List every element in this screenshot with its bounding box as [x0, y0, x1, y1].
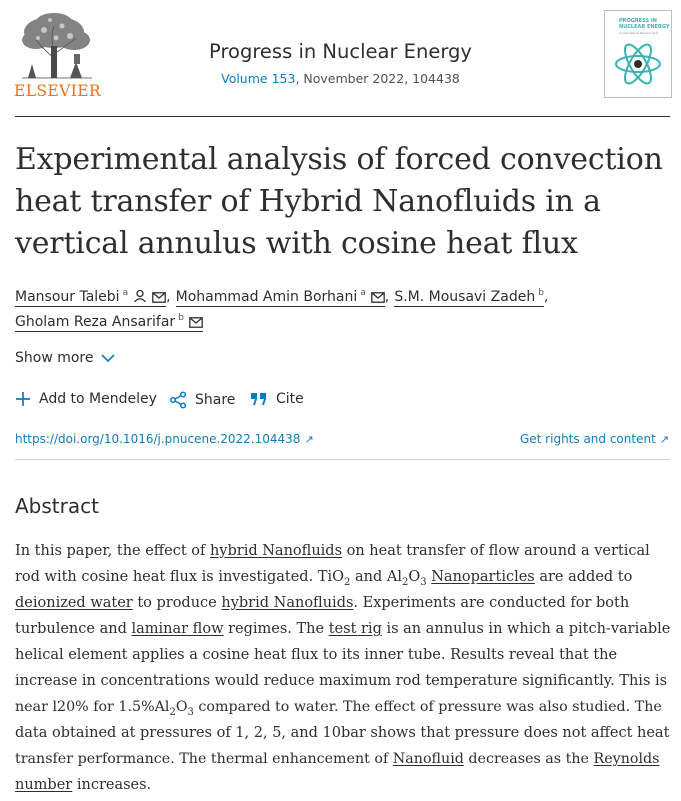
email-icon — [371, 291, 385, 307]
share-icon — [169, 391, 187, 409]
atom-icon — [613, 39, 663, 89]
abstract-line: deionized water to produce hybrid Nanofluids. Experiments are conducted for both — [15, 595, 630, 611]
term-link[interactable]: hybrid Nanofluids — [209, 543, 343, 559]
volume-link[interactable]: Volume 153 — [221, 71, 296, 86]
term-link[interactable]: number — [15, 777, 73, 793]
author-link[interactable]: Mohammad Amin Borhani $^a$ — [176, 289, 385, 307]
term-link[interactable]: deionized water — [15, 595, 133, 611]
abstract-line: increase in concentrations would reduce maximum rod temperature significantly. This is — [15, 673, 668, 689]
external-link-icon: ↗ — [659, 433, 669, 446]
quote-icon — [250, 392, 268, 406]
abstract-line: rod with cosine heat flux is investigated. TiO$_2$ and $Al_2O_3$ Nanoparticles are added to — [15, 569, 633, 588]
term-link[interactable]: Nanoparticles — [431, 569, 535, 585]
issue-date: , November 2022, 104438 — [295, 71, 460, 86]
author-link[interactable]: S.M. Mousavi Zadeh $^b$ — [394, 288, 544, 305]
share-button[interactable]: Share — [169, 391, 235, 409]
add-to-mendeley-button[interactable]: Add to Mendeley — [15, 391, 157, 407]
abstract-heading: Abstract — [15, 494, 99, 518]
article-title — [15, 139, 665, 265]
cover-subtitle: An International Review Journal — [619, 32, 659, 35]
header-divider — [15, 116, 670, 117]
term-link[interactable]: test rig — [328, 621, 382, 637]
cover-title: PROGRESS IN NUCLEAR ENERGY — [619, 18, 670, 30]
abstract-line: near l20% for $1.5\%Al_2O_3$ compared to water. The effect of pressure was also studied. The — [15, 699, 662, 718]
abstract-line: In this paper, the effect of hybrid Nanofluids on heat transfer of flow around a vertical — [15, 543, 650, 559]
term-link[interactable]: Nanofluid — [392, 751, 464, 767]
rights-link[interactable]: Get rights and content ↗ — [519, 432, 669, 446]
title-line: vertical annulus with cosine heat flux — [15, 226, 578, 261]
abstract-line: turbulence and laminar flow regimes. The test rig is an annulus in which a pitch-variable — [15, 621, 671, 637]
abstract-body — [15, 538, 670, 798]
title-line: heat transfer of Hybrid Nanofluids in a — [15, 184, 601, 219]
journal-cover-thumbnail[interactable] — [604, 10, 672, 98]
author-list-row-1: Mansour Talebi $^a$ , Mohammad Amin Borhani $^a$ , S.M. Mousavi Zadeh $^b$, — [15, 288, 549, 305]
author-link[interactable]: Mansour Talebi $^a$ — [15, 289, 166, 307]
section-divider — [15, 459, 670, 460]
abstract-line: data obtained at pressures of 1, 2, 5, and 10bar shows that pressure does not affect heat — [15, 725, 670, 741]
cite-button[interactable]: Cite — [250, 391, 304, 407]
publisher-name: ELSEVIER — [14, 82, 102, 100]
email-icon — [152, 291, 166, 307]
title-line: Experimental analysis of forced convection — [15, 142, 663, 177]
chevron-down-icon — [101, 354, 115, 363]
plus-icon — [15, 391, 31, 407]
author-link[interactable]: Gholam Reza Ansarifar $^b$ — [15, 314, 203, 332]
abstract-line: transfer performance. The thermal enhancement of Nanofluid decreases as the Reynolds — [15, 751, 660, 767]
term-link[interactable]: hybrid Nanofluids — [221, 595, 354, 611]
email-icon — [189, 316, 203, 332]
abstract-line: helical element applies a cosine heat flux to its inner tube. Results reveal that the — [15, 647, 618, 663]
term-link[interactable]: Reynolds — [593, 751, 660, 767]
doi-link[interactable]: https://doi.org/10.1016/j.pnucene.2022.104438 ↗ — [15, 432, 314, 446]
author-list-row-2 — [15, 311, 203, 332]
volume-line — [0, 71, 681, 86]
person-icon — [133, 289, 147, 307]
abstract-line: number increases. — [15, 777, 152, 793]
journal-title[interactable]: Progress in Nuclear Energy — [209, 40, 472, 63]
term-link[interactable]: laminar flow — [131, 621, 224, 637]
external-link-icon: ↗ — [304, 433, 314, 446]
show-more-button[interactable]: Show more — [15, 350, 115, 366]
